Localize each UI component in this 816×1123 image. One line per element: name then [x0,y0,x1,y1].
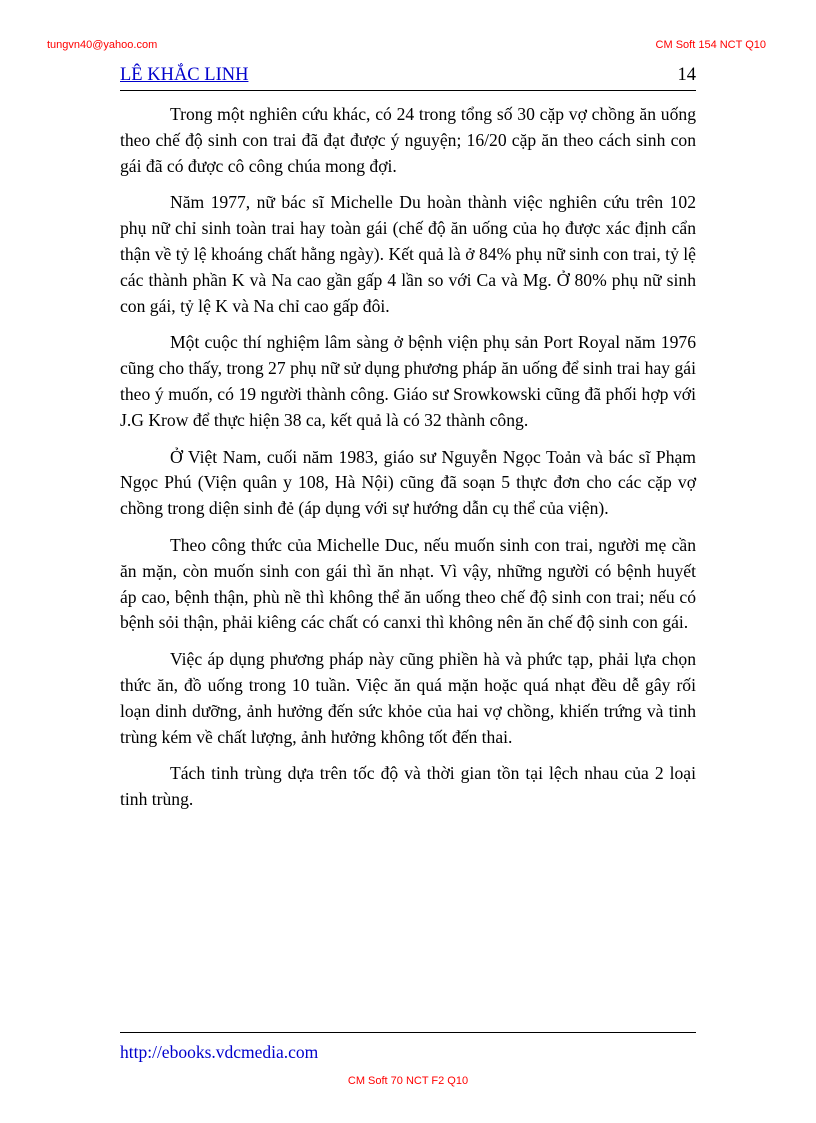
author-name: LÊ KHẮC LINH [120,65,249,85]
email-stamp: tungvn40@yahoo.com [47,39,158,51]
paragraph-5: Theo công thức của Michelle Duc, nếu muốn sinh con trai, người mẹ cần ăn mặn, còn muốn sinh con gái thì ăn nhạt. Vì vậy, những người có bệnh huyết áp cao, bệnh thận, phù nề thì không thể ăn uống theo chế độ sinh con trai; nếu có bệnh sỏi thận, phải kiêng các chất có canxi thì không nên ăn chế độ sinh con gái. [120,534,696,633]
paragraph-1: Trong một nghiên cứu khác, có 24 trong tổng số 30 cặp vợ chồng ăn uống theo chế độ sinh con trai đã đạt được ý nguyện; 16/20 cặp ăn theo cách sinh con gái đã có được cô công chúa mong đợi. [120,104,696,176]
footer-divider [120,1032,696,1033]
paragraph-7: Tách tinh trùng dựa trên tốc độ và thời gian tồn tại lệch nhau của 2 loại tinh trùng. [120,763,696,810]
ebooks-link[interactable]: http://ebooks.vdcmedia.com [120,1042,319,1062]
software-stamp-bottom: CM Soft 70 NCT F2 Q10 [347,1075,469,1087]
page-header [120,62,696,91]
software-stamp-top: CM Soft 154 NCT Q10 [655,39,766,51]
paragraph-3: Một cuộc thí nghiệm lâm sàng ở bệnh viện phụ sản Port Royal năm 1976 cũng cho thấy, trong 27 phụ nữ sử dụng phương pháp ăn uống để sinh trai hay gái theo ý muốn, có 19 người thành công. Giáo sư Srowkowski cũng đã phối hợp với J.G Krow để thực hiện 38 ca, kết quả là có 32 thành công. [120,332,696,430]
paragraph-4: Ở Việt Nam, cuối năm 1983, giáo sư Nguyễn Ngọc Toản và bác sĩ Phạm Ngọc Phú (Viện quân y 108, Hà Nội) cũng đã soạn 5 thực đơn cho các cặp vợ chồng trong diện sinh đẻ (áp dụng với sự hướng dẫn cụ thể của viện). [120,446,696,519]
paragraph-6: Việc áp dụng phương pháp này cũng phiền hà và phức tạp, phải lựa chọn thức ăn, đồ uống trong 10 tuần. Việc ăn quá mặn hoặc quá nhạt đều dễ gây rối loạn dinh dưỡng, ảnh hưởng đến sức khỏe của hai vợ chồng, khiến trứng và tinh trùng kém về chất lượng, ảnh hưởng không tốt đến thai. [120,649,696,747]
page-number: 14 [677,65,696,85]
paragraph-2: Năm 1977, nữ bác sĩ Michelle Du hoàn thành việc nghiên cứu trên 102 phụ nữ chỉ sinh toàn trai hay toàn gái (chế độ ăn uống của họ được xác định cẩn thận về tỷ lệ khoáng chất hằng ngày). Kết quả là ở 84% phụ nữ sinh con trai, tỷ lệ các thành phần K và Na cao gần gấp 4 lần so với Ca và Mg. Ở 80% phụ nữ sinh con gái, tỷ lệ K và Na chỉ cao gấp đôi. [120,192,696,316]
page-body [120,102,696,824]
